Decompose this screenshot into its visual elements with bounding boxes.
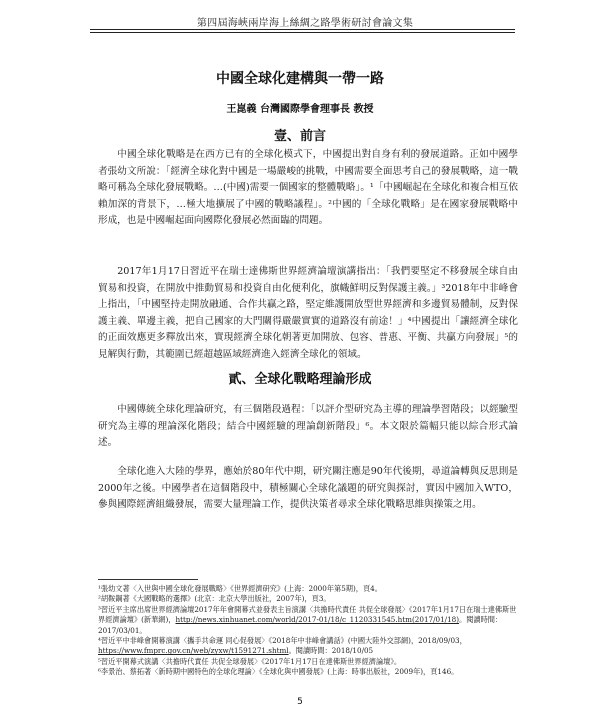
footnote-link[interactable]: https://www.fmprc.gov.cn/web/zyxw/t1591271.shtml [98,646,289,656]
header-rule [90,29,515,30]
body-paragraph: 全球化進入大陸的學界，應始於80年代中期，研究關注應是90年代後期，尋道論轉與反思則是2000年之後。中國學者在這個階段中，積極關心全球化議題的研究與探討，實因中國加入WTO，參與國際經濟組織發展，需要大量理論工作，提供決策者尋求全球化戰略思維與操策之用。 [98,466,518,510]
body-paragraph: 中國全球化戰略是在西方已有的全球化模式下，中國提出對自身有利的發展道路。正如中國學者張幼文所說：「經濟全球化對中國是一場嚴峻的挑戰，中國需要全面思考自己的發展戰略，這一戰略可稱為全球化發展戰略。…(中國)需要一個國家的整體戰略」。¹「中國崛起在全球化和複合相互依賴加深的背景下，…極大地擴展了中國的戰略議程」。²中國的「全球化戰略」是在國家發展戰略中形成，也是中國崛起面向國際化發展必然面臨的問題。 [98,149,518,226]
footnote: ⁵習近平開幕式演講〈共擔時代責任 共促全球發展〉《2017年1月17日在達佛斯世界經濟論壇》。 [98,656,402,666]
footnote: ⁶李景治、蔡拓著〈新時期中國特色的全球化理論〉《全球化與中國發展》(上海：時事出版社，2009年)，頁146。 [98,667,459,677]
footnote: ⁴習近平中非峰會開幕演講〈攜手共命運 同心促發展〉《2018年中非峰會講話》(中國大陸外交部網)，2018/09/03，https://www.fmprc.gov.cn/web/zyxw/t1591271.shtml。閱讀時間：2018/10/05 [98,636,467,656]
paper-title: 中國全球化建構與一帶一路 [216,71,384,87]
footnote: ²胡鞍鋼著《大國戰略的選擇》(北京：北京大學出版社，2007年)，頁3。 [98,594,331,604]
section-heading-introduction: 壹、前言 [273,129,326,144]
footnote: ¹張幼文著〈入世與中國全球化發展戰略〉《世界經濟研究》(上海：2000年第5期)，頁4。 [98,584,382,593]
running-header: 第四屆海峽兩岸海上絲綢之路學術研討會論文集 [196,18,414,29]
author-line: 王崑義 台灣國際學會理事長 教授 [226,104,374,115]
section-heading-theory: 貳、全球化戰略理論形成 [228,372,372,387]
page-number: 5 [297,697,303,707]
footnote-rule [98,579,198,580]
footnotes [98,584,518,678]
header-rule-double [90,32,515,33]
footnote-link[interactable]: http://news.xinhuanet.com/world/2017-01/18/c_1120331545.htm(2017/01/18) [175,615,460,625]
footnote: ³習近平主席出席世界經濟論壇2017年年會開幕式並發表主旨演講〈共擔時代責任 共促全球發展〉《2017年1月17日在瑞士達佛斯世界經濟論壇》(新華網)，http://news.xinhuanet.com/world/2017-01/18/c_1120331545.htm(2017/01/18)。閱讀時間：2017/03/01。 [98,604,517,635]
body-paragraph: 中國傳統全球化理論研究，有三個階段過程：「以評介型研究為主導的理論學習階段；以經驗型研究為主導的理論深化階段；結合中國經驗的理論創新階段」⁶。本文限於篇幅只能以綜合形式論述。 [98,404,518,448]
body-paragraph: 2017年1月17日習近平在瑞士達佛斯世界經濟論壇演講指出：「我們要堅定不移發展全球自由貿易和投資，在開放中推動貿易和投資自由化便利化，旗幟鮮明反對保護主義。」³2018年中非峰會上指出，「中國堅持走開放融通、合作共贏之路，堅定維護開放型世界經濟和多邊貿易體制，反對保護主義、單邊主義，把自己國家的大門關得嚴嚴實實的道路沒有前途！」⁴中國提出「讓經濟全球化的正面效應更多釋放出來，實現經濟全球化朝著更加開放、包容、普惠、平衡、共贏方向發展」⁵的見解與行動，其範圍已經超越區域經濟進入經濟全球化的領域。 [98,266,518,360]
